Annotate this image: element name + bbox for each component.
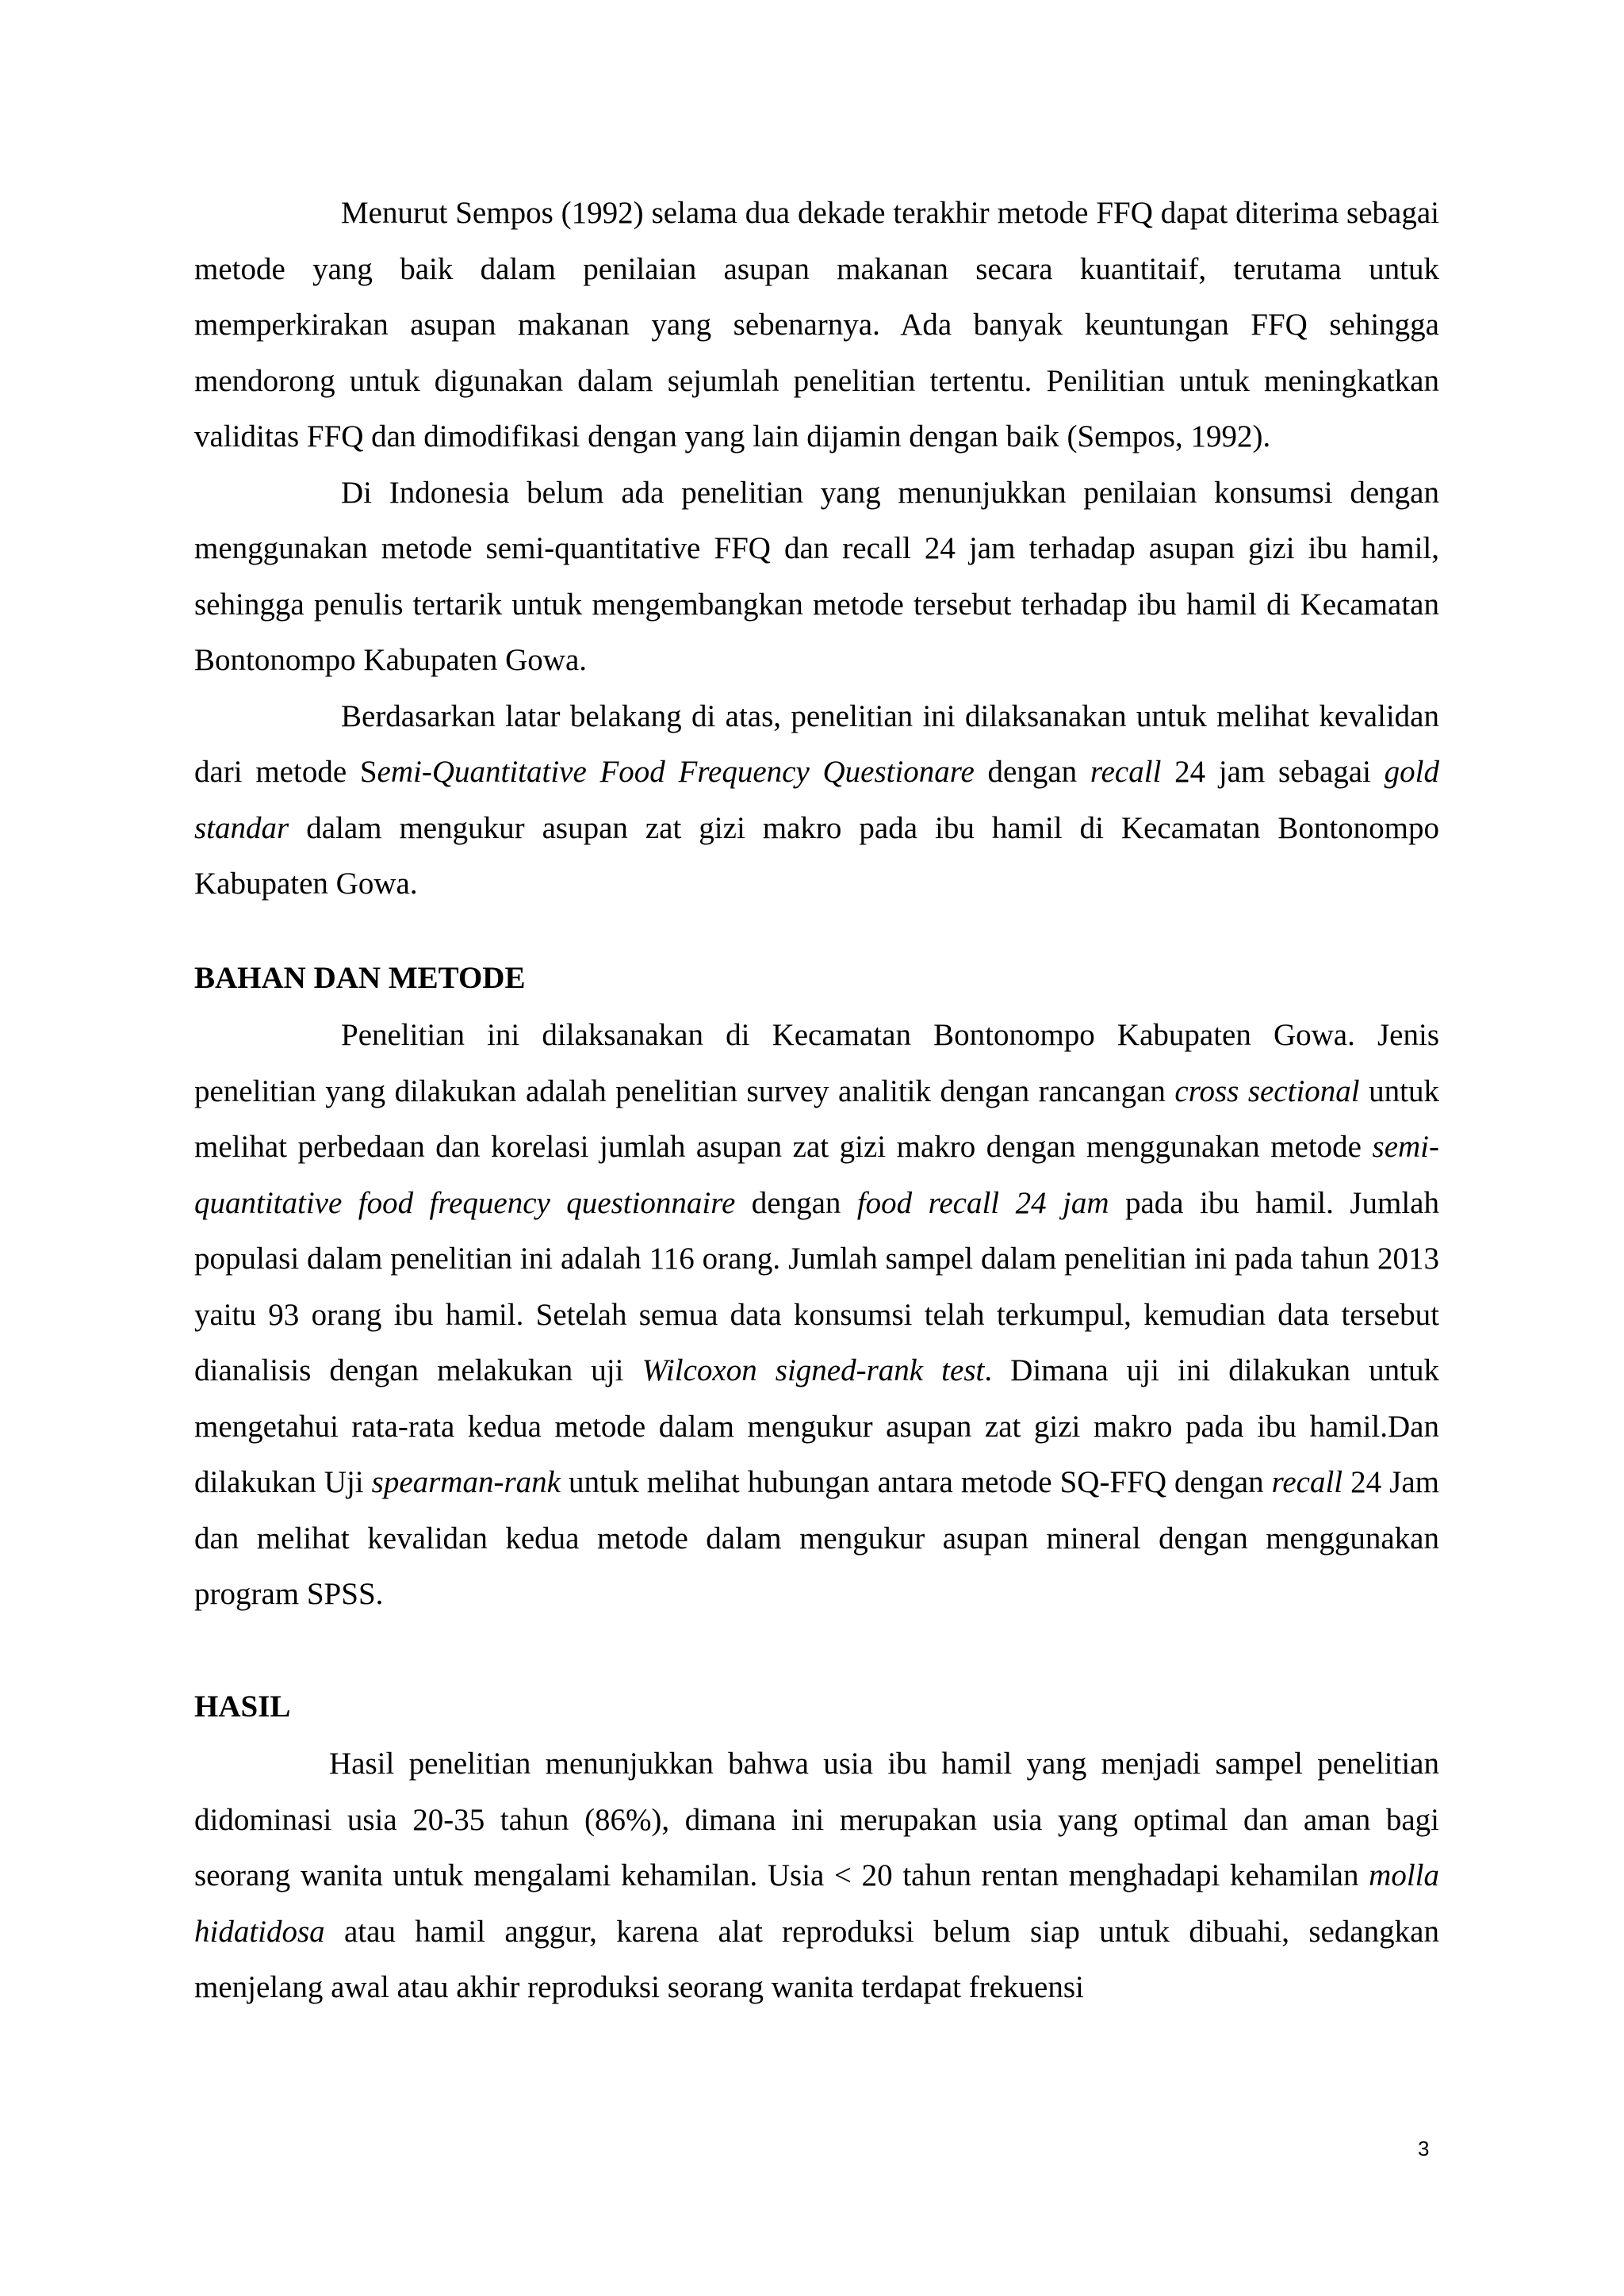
italic-term: recall <box>1271 1465 1343 1499</box>
text-span: 24 jam sebagai <box>1161 755 1385 789</box>
italic-term: Wilcoxon signed-rank test <box>642 1353 985 1387</box>
page-number: 3 <box>1418 2137 1430 2160</box>
paragraph-methods <box>194 1008 1439 1623</box>
text-span: pada ibu hamil. Jumlah populasi dalam penelitian ini adalah 116 orang. Jumlah sampel dalam penelitian ini pada tahun 2013 yaitu 93 orang ibu hamil. Setelah semua data konsumsi telah terkumpul, kemudian data tersebut dianalisis dengan melakukan uji <box>194 1185 1439 1387</box>
text-span: 24 Jam dan melihat kevalidan kedua metode dalam mengukur asupan mineral dengan menggunakan program SPSS. <box>194 1465 1439 1611</box>
paragraph-background <box>194 689 1439 913</box>
text-span: untuk melihat perbedaan dan korelasi jumlah asupan zat gizi makro dengan menggunakan metode <box>194 1073 1439 1164</box>
paragraph-results <box>194 1736 1439 2016</box>
italic-term: gold standar <box>194 755 1439 845</box>
text-span: untuk melihat hubungan antara metode SQ-FFQ dengan <box>560 1465 1272 1499</box>
text-span: dengan <box>735 1185 857 1220</box>
paragraph-indonesia: Di Indonesia belum ada penelitian yang menunjukkan penilaian konsumsi dengan menggunakan metode semi-quantitative FFQ dan recall 24 jam terhadap asupan gizi ibu hamil, sehingga penulis tertarik untuk mengembangkan metode tersebut terhadap ibu hamil di Kecamatan Bontonompo Kabupaten Gowa. <box>194 475 1439 677</box>
text-span: Penelitian ini dilaksanakan di Kecamatan Bontonompo Kabupaten Gowa. Jenis penelitian yang dilakukan adalah penelitian survey analitik dengan rancangan <box>194 1018 1439 1108</box>
document-page <box>194 186 1439 2016</box>
text-span: dengan <box>974 755 1090 789</box>
heading-results: HASIL <box>194 1689 291 1724</box>
heading-methods: BAHAN DAN METODE <box>194 960 526 995</box>
italic-term: recall <box>1090 755 1162 789</box>
italic-term: cross sectional <box>1174 1073 1360 1108</box>
text-span: Berdasarkan latar belakang di atas, penelitian ini dilaksanakan untuk melihat kevalidan dari metode S <box>194 698 1439 789</box>
text-span: dalam mengukur asupan zat gizi makro pada ibu hamil di Kecamatan Bontonompo Kabupaten Gowa. <box>194 810 1439 901</box>
italic-term: food recall 24 jam <box>856 1185 1109 1220</box>
text-span: Hasil penelitian menunjukkan bahwa usia ibu hamil yang menjadi sampel penelitian didominasi usia 20-35 tahun (86%), dimana ini merupakan usia yang optimal dan aman bagi seorang wanita untuk mengalami kehamilan. Usia < 20 tahun rentan menghadapi kehamilan <box>194 1747 1439 1892</box>
italic-term: emi-Quantitative Food Frequency Questionare <box>377 755 975 789</box>
text-span: atau hamil anggur, karena alat reproduksi belum siap untuk dibuahi, sedangkan menjelang awal atau akhir reproduksi seorang wanita terdapat frekuensi <box>194 1914 1439 2004</box>
italic-term: semi-quantitative food frequency questionnaire <box>194 1130 1439 1220</box>
italic-term: spearman-rank <box>371 1465 561 1499</box>
text-span: . Dimana uji ini dilakukan untuk mengetahui rata-rata kedua metode dalam mengukur asupan zat gizi makro pada ibu hamil.Dan dilakukan Uji <box>194 1353 1439 1499</box>
paragraph-sempos: Menurut Sempos (1992) selama dua dekade terakhir metode FFQ dapat diterima sebagai metode yang baik dalam penilaian asupan makanan secara kuantitaif, terutama untuk memperkirakan asupan makanan yang sebenarnya. Ada banyak keuntungan FFQ sehingga mendorong untuk digunakan dalam sejumlah penelitian tertentu. Penilitian untuk meningkatkan validitas FFQ dan dimodifikasi dengan yang lain dijamin dengan baik (Sempos, 1992). <box>194 196 1439 453</box>
italic-term: molla hidatidosa <box>194 1858 1439 1949</box>
